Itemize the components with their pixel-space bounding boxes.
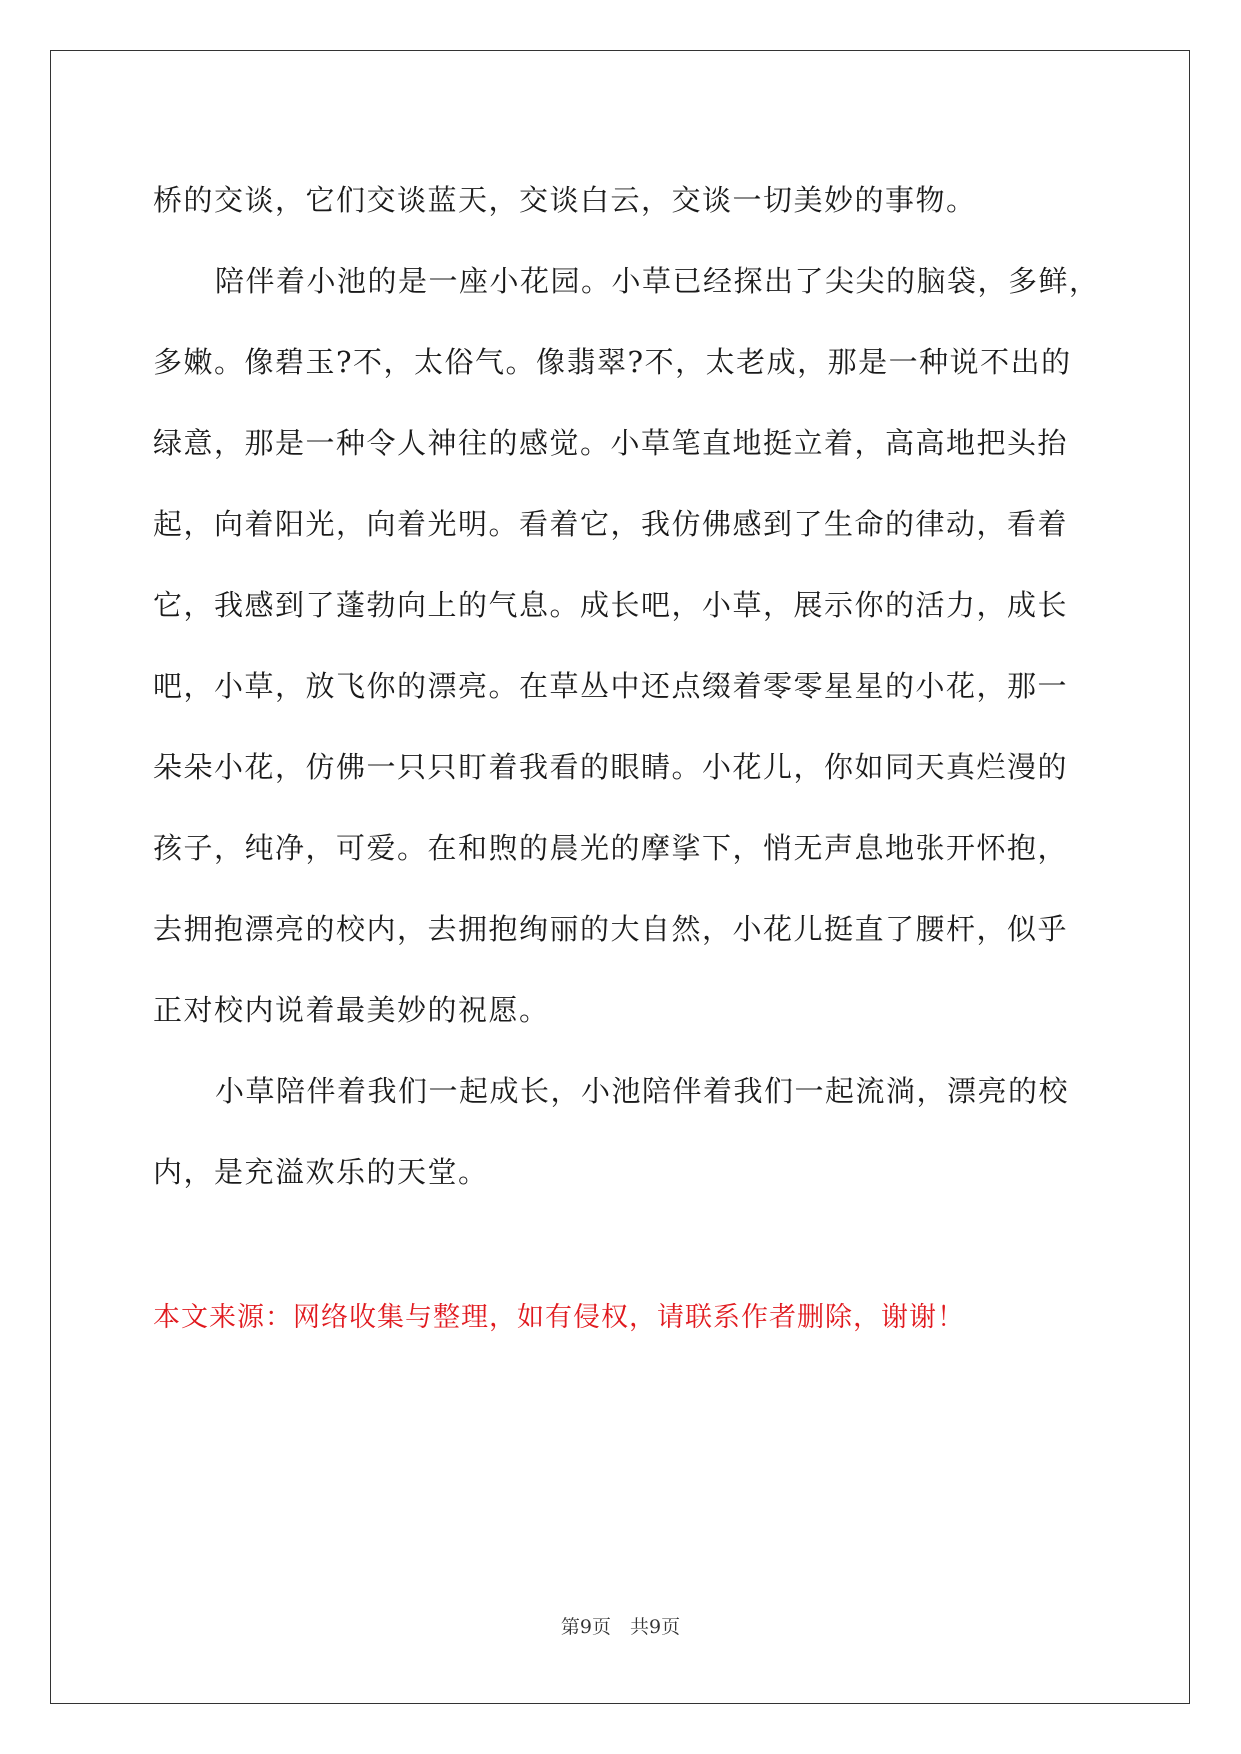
text-line: 正对校内说着最美妙的祝愿。 (153, 993, 550, 1027)
text-line: 绿意，那是一种令人神往的感觉。小草笔直地挺立着，高高地把头抬 (153, 426, 1069, 460)
text-line: 起，向着阳光，向着光明。看着它，我仿佛感到了生命的律动，看着 (153, 507, 1069, 541)
page-number-footer: 第9页 共9页 (560, 1616, 681, 1638)
text-line: 陪伴着小池的是一座小花园。小草已经探出了尖尖的脑袋，多鲜， (215, 264, 1100, 298)
text-line: 吧，小草，放飞你的漂亮。在草丛中还点缀着零零星星的小花，那一 (153, 669, 1069, 703)
text-line: 多嫩。像碧玉?不，太俗气。像翡翠?不，太老成，那是一种说不出的 (153, 345, 1072, 379)
source-note: 本文来源：网络收集与整理，如有侵权，请联系作者删除，谢谢！ (153, 1302, 965, 1333)
text-line: 桥的交谈，它们交谈蓝天，交谈白云，交谈一切美妙的事物。 (153, 183, 977, 217)
article-body (153, 160, 1103, 1213)
text-line: 内，是充溢欢乐的天堂。 (153, 1155, 489, 1189)
text-line: 它，我感到了蓬勃向上的气息。成长吧，小草，展示你的活力，成长 (153, 588, 1069, 622)
text-line: 孩子，纯净，可爱。在和煦的晨光的摩挲下，悄无声息地张开怀抱， (153, 831, 1069, 865)
text-line: 去拥抱漂亮的校内，去拥抱绚丽的大自然，小花儿挺直了腰杆，似乎 (153, 912, 1069, 946)
text-line: 小草陪伴着我们一起成长，小池陪伴着我们一起流淌，漂亮的校 (215, 1074, 1070, 1108)
text-line: 朵朵小花，仿佛一只只盯着我看的眼睛。小花儿，你如同天真烂漫的 (153, 750, 1069, 784)
